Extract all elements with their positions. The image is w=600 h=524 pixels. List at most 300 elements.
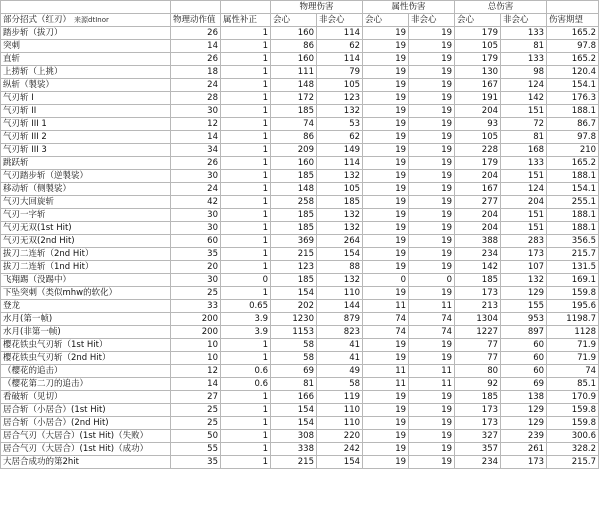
cell-element-fix: 1	[221, 352, 271, 365]
cell-move-name: 居合气刃（大居合）(1st Hit)（成功）	[1, 443, 171, 456]
cell-motion-value: 30	[171, 222, 221, 235]
cell-motion-value: 26	[171, 157, 221, 170]
cell-element-crit: 19	[363, 339, 409, 352]
cell-element-crit: 19	[363, 235, 409, 248]
cell-element-noncrit: 19	[409, 27, 455, 40]
header-element-noncrit: 非会心	[409, 14, 455, 27]
cell-physical-crit: 160	[271, 157, 317, 170]
cell-move-name: 踏步斩（拔刀）	[1, 27, 171, 40]
cell-expected-damage: 165.2	[547, 27, 599, 40]
cell-physical-crit: 202	[271, 300, 317, 313]
cell-physical-noncrit: 110	[317, 287, 363, 300]
table-row	[1, 417, 599, 430]
cell-physical-noncrit: 154	[317, 456, 363, 469]
table-row	[1, 261, 599, 274]
cell-expected-damage: 159.8	[547, 287, 599, 300]
cell-element-crit: 19	[363, 417, 409, 430]
header-total-crit: 会心	[455, 14, 501, 27]
cell-total-crit: 167	[455, 183, 501, 196]
cell-physical-noncrit: 132	[317, 222, 363, 235]
cell-expected-damage: 215.7	[547, 456, 599, 469]
header-move-name: 部分招式（红刃）	[3, 15, 72, 25]
cell-physical-noncrit: 132	[317, 170, 363, 183]
cell-total-noncrit: 81	[501, 131, 547, 144]
cell-physical-crit: 1153	[271, 326, 317, 339]
cell-element-fix: 1	[221, 183, 271, 196]
cell-total-crit: 179	[455, 157, 501, 170]
cell-element-fix: 0.6	[221, 378, 271, 391]
cell-total-noncrit: 98	[501, 66, 547, 79]
cell-expected-damage: 1128	[547, 326, 599, 339]
cell-motion-value: 34	[171, 144, 221, 157]
table-row	[1, 144, 599, 157]
cell-element-crit: 19	[363, 131, 409, 144]
cell-move-name: 樱花铁虫气刃斩（2nd Hit）	[1, 352, 171, 365]
cell-move-name: 气刃大回旋斩	[1, 196, 171, 209]
cell-total-noncrit: 129	[501, 287, 547, 300]
cell-expected-damage: 71.9	[547, 352, 599, 365]
cell-physical-noncrit: 823	[317, 326, 363, 339]
cell-element-noncrit: 19	[409, 287, 455, 300]
cell-physical-crit: 154	[271, 417, 317, 430]
cell-element-crit: 11	[363, 378, 409, 391]
cell-physical-noncrit: 132	[317, 209, 363, 222]
cell-motion-value: 27	[171, 391, 221, 404]
cell-total-crit: 204	[455, 222, 501, 235]
cell-element-noncrit: 19	[409, 131, 455, 144]
cell-physical-noncrit: 220	[317, 430, 363, 443]
cell-expected-damage: 255.1	[547, 196, 599, 209]
cell-total-crit: 142	[455, 261, 501, 274]
cell-physical-crit: 369	[271, 235, 317, 248]
cell-element-crit: 19	[363, 209, 409, 222]
cell-physical-noncrit: 144	[317, 300, 363, 313]
cell-element-fix: 1	[221, 196, 271, 209]
cell-move-name: 气刃斩 III 2	[1, 131, 171, 144]
cell-expected-damage: 85.1	[547, 378, 599, 391]
cell-motion-value: 10	[171, 339, 221, 352]
cell-element-crit: 19	[363, 170, 409, 183]
cell-move-name: （樱花的追击）	[1, 365, 171, 378]
cell-motion-value: 30	[171, 209, 221, 222]
table-row	[1, 196, 599, 209]
cell-element-crit: 19	[363, 79, 409, 92]
cell-physical-crit: 258	[271, 196, 317, 209]
cell-total-crit: 1304	[455, 313, 501, 326]
cell-element-fix: 3.9	[221, 313, 271, 326]
cell-element-crit: 19	[363, 287, 409, 300]
cell-total-crit: 173	[455, 287, 501, 300]
cell-total-crit: 357	[455, 443, 501, 456]
cell-total-noncrit: 107	[501, 261, 547, 274]
cell-expected-damage: 170.9	[547, 391, 599, 404]
cell-physical-noncrit: 62	[317, 131, 363, 144]
cell-total-crit: 167	[455, 79, 501, 92]
cell-element-noncrit: 19	[409, 456, 455, 469]
cell-physical-crit: 86	[271, 40, 317, 53]
table-row	[1, 300, 599, 313]
cell-physical-crit: 148	[271, 79, 317, 92]
cell-element-fix: 1	[221, 443, 271, 456]
cell-total-noncrit: 133	[501, 157, 547, 170]
header-column-row	[1, 14, 599, 27]
table-row	[1, 248, 599, 261]
cell-move-name: 飞翔踢（没踢中）	[1, 274, 171, 287]
cell-move-name: 气刃无双(2nd Hit)	[1, 235, 171, 248]
cell-total-noncrit: 261	[501, 443, 547, 456]
cell-physical-noncrit: 132	[317, 274, 363, 287]
cell-motion-value: 12	[171, 365, 221, 378]
cell-total-noncrit: 204	[501, 196, 547, 209]
header-group-row	[1, 1, 599, 14]
cell-expected-damage: 131.5	[547, 261, 599, 274]
header-element-damage: 属性伤害	[363, 1, 455, 14]
cell-element-fix: 3.9	[221, 326, 271, 339]
cell-element-fix: 1	[221, 170, 271, 183]
cell-physical-crit: 160	[271, 53, 317, 66]
cell-expected-damage: 356.5	[547, 235, 599, 248]
cell-total-crit: 204	[455, 170, 501, 183]
cell-element-fix: 1	[221, 53, 271, 66]
cell-expected-damage: 165.2	[547, 157, 599, 170]
cell-total-noncrit: 239	[501, 430, 547, 443]
cell-element-fix: 0.6	[221, 365, 271, 378]
cell-total-crit: 185	[455, 274, 501, 287]
table-row	[1, 287, 599, 300]
cell-total-noncrit: 129	[501, 404, 547, 417]
cell-motion-value: 55	[171, 443, 221, 456]
cell-element-fix: 1	[221, 339, 271, 352]
cell-total-noncrit: 173	[501, 248, 547, 261]
cell-element-fix: 1	[221, 157, 271, 170]
cell-physical-noncrit: 110	[317, 417, 363, 430]
cell-total-crit: 277	[455, 196, 501, 209]
cell-physical-crit: 111	[271, 66, 317, 79]
cell-motion-value: 42	[171, 196, 221, 209]
cell-physical-crit: 215	[271, 248, 317, 261]
cell-expected-damage: 165.2	[547, 53, 599, 66]
cell-motion-value: 30	[171, 274, 221, 287]
cell-element-noncrit: 19	[409, 170, 455, 183]
cell-move-name: 水月(非第一帧)	[1, 326, 171, 339]
table-row	[1, 235, 599, 248]
cell-physical-noncrit: 154	[317, 248, 363, 261]
cell-move-name: 登龙	[1, 300, 171, 313]
cell-physical-noncrit: 58	[317, 378, 363, 391]
cell-element-noncrit: 19	[409, 339, 455, 352]
cell-element-noncrit: 19	[409, 248, 455, 261]
cell-total-noncrit: 953	[501, 313, 547, 326]
cell-physical-crit: 69	[271, 365, 317, 378]
cell-element-fix: 1	[221, 456, 271, 469]
cell-element-noncrit: 19	[409, 118, 455, 131]
cell-expected-damage: 120.4	[547, 66, 599, 79]
cell-total-noncrit: 129	[501, 417, 547, 430]
table-row	[1, 456, 599, 469]
cell-element-crit: 19	[363, 443, 409, 456]
cell-physical-noncrit: 879	[317, 313, 363, 326]
cell-motion-value: 25	[171, 417, 221, 430]
table-row	[1, 40, 599, 53]
cell-expected-damage: 328.2	[547, 443, 599, 456]
cell-total-noncrit: 151	[501, 170, 547, 183]
header-total-damage: 总伤害	[455, 1, 547, 14]
cell-motion-value: 30	[171, 170, 221, 183]
cell-physical-crit: 338	[271, 443, 317, 456]
cell-motion-value: 24	[171, 183, 221, 196]
cell-total-crit: 105	[455, 40, 501, 53]
cell-total-noncrit: 155	[501, 300, 547, 313]
table-row	[1, 92, 599, 105]
cell-motion-value: 50	[171, 430, 221, 443]
cell-element-noncrit: 19	[409, 443, 455, 456]
cell-total-crit: 388	[455, 235, 501, 248]
cell-physical-noncrit: 79	[317, 66, 363, 79]
header-motion-value: 物理动作值	[171, 14, 221, 27]
cell-expected-damage: 210	[547, 144, 599, 157]
table-row	[1, 157, 599, 170]
cell-move-name: 水月(第一帧)	[1, 313, 171, 326]
cell-total-crit: 327	[455, 430, 501, 443]
cell-physical-crit: 185	[271, 105, 317, 118]
header-author-note: 来源dtInor	[74, 16, 109, 24]
cell-total-noncrit: 142	[501, 92, 547, 105]
table-row	[1, 378, 599, 391]
cell-element-crit: 19	[363, 391, 409, 404]
cell-total-crit: 105	[455, 131, 501, 144]
cell-motion-value: 14	[171, 378, 221, 391]
cell-physical-crit: 74	[271, 118, 317, 131]
cell-element-fix: 1	[221, 92, 271, 105]
cell-expected-damage: 188.1	[547, 170, 599, 183]
cell-physical-crit: 185	[271, 209, 317, 222]
cell-move-name: 气刃斩 I	[1, 92, 171, 105]
cell-element-fix: 1	[221, 66, 271, 79]
cell-move-name: 拔刀二连斩（2nd Hit）	[1, 248, 171, 261]
cell-element-fix: 1	[221, 287, 271, 300]
cell-total-crit: 191	[455, 92, 501, 105]
cell-motion-value: 28	[171, 92, 221, 105]
cell-motion-value: 200	[171, 326, 221, 339]
table-row	[1, 79, 599, 92]
header-expected-damage: 伤害期望	[547, 14, 599, 27]
cell-total-noncrit: 60	[501, 365, 547, 378]
cell-total-noncrit: 72	[501, 118, 547, 131]
cell-move-name: （樱花第二刀的追击）	[1, 378, 171, 391]
table-row	[1, 274, 599, 287]
table-row	[1, 391, 599, 404]
cell-motion-value: 35	[171, 456, 221, 469]
cell-total-noncrit: 168	[501, 144, 547, 157]
cell-total-noncrit: 124	[501, 183, 547, 196]
cell-physical-noncrit: 41	[317, 339, 363, 352]
cell-total-crit: 179	[455, 53, 501, 66]
cell-physical-crit: 172	[271, 92, 317, 105]
cell-move-name: 看破斩（见切）	[1, 391, 171, 404]
cell-expected-damage: 215.7	[547, 248, 599, 261]
table-row	[1, 170, 599, 183]
cell-move-name: 大居合成功的第2hit	[1, 456, 171, 469]
cell-total-crit: 93	[455, 118, 501, 131]
cell-expected-damage: 154.1	[547, 79, 599, 92]
cell-expected-damage: 71.9	[547, 339, 599, 352]
cell-element-noncrit: 19	[409, 222, 455, 235]
cell-element-noncrit: 19	[409, 144, 455, 157]
cell-physical-noncrit: 114	[317, 27, 363, 40]
cell-element-crit: 19	[363, 456, 409, 469]
cell-physical-crit: 160	[271, 27, 317, 40]
cell-physical-noncrit: 49	[317, 365, 363, 378]
cell-element-fix: 1	[221, 27, 271, 40]
cell-element-crit: 19	[363, 144, 409, 157]
table-row	[1, 339, 599, 352]
cell-move-name: 下坠突刺（类似mhw的软化）	[1, 287, 171, 300]
cell-physical-crit: 185	[271, 170, 317, 183]
cell-move-name: 气刃斩 II	[1, 105, 171, 118]
cell-physical-noncrit: 41	[317, 352, 363, 365]
cell-motion-value: 30	[171, 105, 221, 118]
table-row	[1, 313, 599, 326]
cell-element-crit: 19	[363, 196, 409, 209]
cell-total-crit: 179	[455, 27, 501, 40]
cell-move-name: 气刃斩 III 1	[1, 118, 171, 131]
cell-total-crit: 77	[455, 352, 501, 365]
cell-expected-damage: 154.1	[547, 183, 599, 196]
cell-element-noncrit: 0	[409, 274, 455, 287]
cell-element-crit: 19	[363, 157, 409, 170]
cell-element-crit: 19	[363, 118, 409, 131]
cell-element-noncrit: 19	[409, 261, 455, 274]
cell-move-name: 上捞斩（上挑）	[1, 66, 171, 79]
cell-physical-crit: 1230	[271, 313, 317, 326]
cell-move-name: 居合斩（小居合）(1st Hit)	[1, 404, 171, 417]
table-row	[1, 209, 599, 222]
cell-motion-value: 25	[171, 287, 221, 300]
cell-physical-noncrit: 53	[317, 118, 363, 131]
cell-total-noncrit: 124	[501, 79, 547, 92]
table-row	[1, 66, 599, 79]
cell-expected-damage: 159.8	[547, 417, 599, 430]
cell-physical-noncrit: 88	[317, 261, 363, 274]
cell-expected-damage: 188.1	[547, 105, 599, 118]
cell-motion-value: 26	[171, 53, 221, 66]
cell-total-crit: 130	[455, 66, 501, 79]
cell-element-noncrit: 19	[409, 404, 455, 417]
cell-element-fix: 1	[221, 105, 271, 118]
cell-move-name: 突刺	[1, 40, 171, 53]
cell-element-fix: 1	[221, 248, 271, 261]
header-physical-crit: 会心	[271, 14, 317, 27]
cell-motion-value: 18	[171, 66, 221, 79]
cell-motion-value: 14	[171, 40, 221, 53]
cell-physical-crit: 166	[271, 391, 317, 404]
cell-element-fix: 1	[221, 391, 271, 404]
cell-element-noncrit: 19	[409, 92, 455, 105]
cell-total-crit: 173	[455, 404, 501, 417]
cell-motion-value: 14	[171, 131, 221, 144]
cell-total-noncrit: 283	[501, 235, 547, 248]
cell-physical-noncrit: 242	[317, 443, 363, 456]
cell-physical-noncrit: 264	[317, 235, 363, 248]
cell-element-crit: 74	[363, 326, 409, 339]
cell-element-fix: 1	[221, 144, 271, 157]
cell-motion-value: 24	[171, 79, 221, 92]
cell-physical-crit: 86	[271, 131, 317, 144]
cell-total-crit: 77	[455, 339, 501, 352]
cell-move-name: 跳跃斩	[1, 157, 171, 170]
cell-element-crit: 19	[363, 66, 409, 79]
cell-expected-damage: 1198.7	[547, 313, 599, 326]
header-physical-damage: 物理伤害	[271, 1, 363, 14]
cell-total-noncrit: 60	[501, 352, 547, 365]
table-row	[1, 430, 599, 443]
cell-expected-damage: 176.3	[547, 92, 599, 105]
cell-total-noncrit: 173	[501, 456, 547, 469]
cell-element-noncrit: 11	[409, 365, 455, 378]
cell-expected-damage: 97.8	[547, 131, 599, 144]
cell-physical-crit: 209	[271, 144, 317, 157]
cell-element-fix: 1	[221, 430, 271, 443]
cell-element-crit: 0	[363, 274, 409, 287]
cell-physical-crit: 154	[271, 287, 317, 300]
cell-total-crit: 204	[455, 209, 501, 222]
cell-element-noncrit: 19	[409, 53, 455, 66]
cell-element-crit: 19	[363, 261, 409, 274]
cell-expected-damage: 74	[547, 365, 599, 378]
cell-expected-damage: 195.6	[547, 300, 599, 313]
cell-physical-noncrit: 62	[317, 40, 363, 53]
cell-motion-value: 35	[171, 248, 221, 261]
cell-element-noncrit: 19	[409, 40, 455, 53]
cell-move-name: 居合斩（小居合）(2nd Hit)	[1, 417, 171, 430]
cell-element-noncrit: 19	[409, 417, 455, 430]
cell-element-fix: 1	[221, 79, 271, 92]
table-row	[1, 118, 599, 131]
cell-physical-crit: 123	[271, 261, 317, 274]
cell-move-name: 拔刀二连斩（1nd Hit）	[1, 261, 171, 274]
cell-expected-damage: 159.8	[547, 404, 599, 417]
cell-element-crit: 19	[363, 222, 409, 235]
cell-element-fix: 1	[221, 261, 271, 274]
cell-total-noncrit: 151	[501, 105, 547, 118]
cell-total-noncrit: 151	[501, 222, 547, 235]
cell-element-noncrit: 19	[409, 430, 455, 443]
cell-physical-crit: 185	[271, 222, 317, 235]
cell-element-fix: 1	[221, 131, 271, 144]
cell-expected-damage: 169.1	[547, 274, 599, 287]
cell-expected-damage: 188.1	[547, 222, 599, 235]
cell-physical-noncrit: 119	[317, 391, 363, 404]
cell-total-noncrit: 151	[501, 209, 547, 222]
cell-element-crit: 11	[363, 365, 409, 378]
cell-element-fix: 0	[221, 274, 271, 287]
cell-element-fix: 1	[221, 118, 271, 131]
cell-motion-value: 26	[171, 27, 221, 40]
cell-expected-damage: 86.7	[547, 118, 599, 131]
cell-total-crit: 185	[455, 391, 501, 404]
cell-element-crit: 19	[363, 92, 409, 105]
cell-expected-damage: 188.1	[547, 209, 599, 222]
header-physical-noncrit: 非会心	[317, 14, 363, 27]
table-row	[1, 183, 599, 196]
cell-physical-noncrit: 110	[317, 404, 363, 417]
cell-total-noncrit: 81	[501, 40, 547, 53]
cell-element-fix: 0.65	[221, 300, 271, 313]
cell-total-noncrit: 133	[501, 27, 547, 40]
cell-total-noncrit: 60	[501, 339, 547, 352]
cell-move-name: 气刃斩 III 3	[1, 144, 171, 157]
cell-element-fix: 1	[221, 417, 271, 430]
